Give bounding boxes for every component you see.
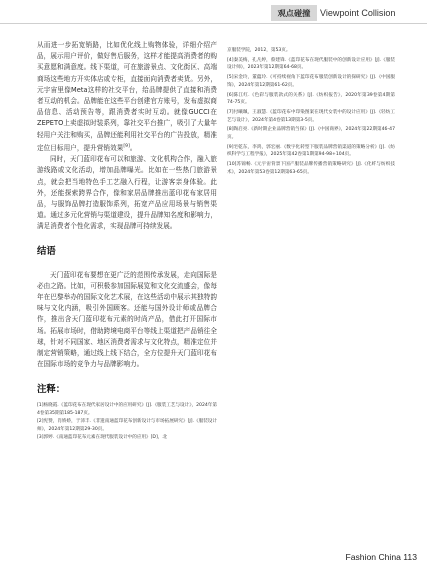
reference-item: [3]郭婷.《南通蓝印花布元素在现代服装设计中的应用》[D]，北 [37, 434, 167, 440]
reference-item: [4]秦美梅，孔凡婷，蔡建锋.《蓝印花布在现代服装中的创新设计应用》[J].《服装设计师》，2023年第12期第64-68页。 [227, 57, 395, 71]
body-paragraph: 同时，天门蓝印花布可以和旅游、文化机构合作，融入旅游线路或文化活动，增加品牌曝光。比如在一些热门旅游景点，就会把当地特色手工艺融入行程，让游客亲身体验。此外，还能探索跨界合作，像和家居品牌推出蓝印花布家居用品，与服饰品牌打造服饰系列，拓宽产品应用场景与销售渠道。通过多元化营销与渠道建设，提升品牌知名度和影响力，满足消费者个性化需求，实现品牌可持续发展。 [37, 155, 217, 231]
reference-item: [7]付曦珮，王淑慧.《蓝印花布中印染图案在现代女装中的设计应用》[J].《轻纺工艺与设计》，2024年第4卷第13期第3-5页。 [227, 109, 395, 123]
page-footer: Fashion China 113 [345, 552, 417, 562]
conclusion-paragraph: 天门蓝印花布要想在更广泛的范围传承发展，走向国际是必由之路。比如，可积极参加国际展览和文化交流盛会，像每年在巴黎举办的国际文化艺术展，在这些活动中展示其独特韵味与文化内涵，吸引外国顾客。还能与国外设计师或品牌合作，推出含天门蓝印花布元素的时尚产品，借此打开国际市场。拓展市场时，借助跨境电商平台等线上渠道把产品销往全球，针对不同国家、地区消费者需求与文化特点，精准定位并制定营销策略，通过线上线下结合，全方位提升天门蓝印花布在国际市场的竞争力与品牌影响力。 [37, 270, 217, 369]
reference-item: [1]杨晓霞.《蓝印花布在现代家居设计中的应用研究》[J].《服装工艺与设计》，2024年第4卷第35期第185-187页。 [37, 403, 217, 417]
reference-item: [5]宋金玲，董蕴玲.《可持续视角下蓝印花布服装创新设计的探研究》[J].《中国服饰》，2024年第12期第61-62页。 [227, 75, 395, 88]
right-column [227, 47, 395, 178]
reference-item: [2]宪赞，肖娇娇，于沛丰.《非遗南通蓝印花布创新设计与市场拓展研究》[J].《服装设计师》，2024年第12期第29-30页。 [37, 419, 217, 432]
header-divider [0, 23, 427, 24]
citation-marker: [9] [123, 143, 130, 149]
reference-item: [6]陈江红.《色彩与服装款式的关系》[J].《纺织报告》，2020年第39卷第4期第74-75页。 [227, 92, 395, 106]
reference-item: [10]苏锦畅.《元宇宙背景下国产服装品牌传播营销策略研究》[J].《化纤与纺织技术》，2024年第53卷第12期第63-65页。 [227, 162, 395, 175]
left-column [37, 40, 217, 442]
reference-item: [9]宅乾东，李鸿，郭宏丽.《数字化转型下服装品牌营销渠道的策略分析》[J].《纺织科学与工程学报》，2025年第42卷第1期第94-98+104页。 [227, 144, 395, 158]
section-tag-en: Viewpoint Collision [320, 8, 396, 18]
notes-heading: 注释： [37, 384, 66, 396]
conclusion-heading: 结语 [37, 245, 56, 257]
reference-item: [8]陶启亮.《新时期企业品牌营销刍探》[J].《中国商界》，2024年第22期第46-47页。 [227, 127, 395, 140]
section-tag-cn: 观点碰撞 [271, 5, 317, 21]
body-paragraph: 从而进一步拓宽销路，比如优化线上购物体验，详细介绍产品，展示用户评价，做好售后服务，这样才能提高消费者的购买意愿和满意度。线下渠道，可在旅游景点、文化街区、高端商场这些地方开实体店或专柜，直接面向消费者卖货。另外，元宇宙里像Meta这样的社交平台，给品牌提供了直接和消费者互动的机会。品牌能在这些平台创建官方账号，发布虚拟商品信息、活动预告等，跟消费者实时互动。就像GUCCI在ZEPETO上卖虚拟时装系列，靠社交平台推广，吸引了大量年轻用户关注和购买，品牌还能利用社交平台的广告投放，精准定位目标用户，提升营销效果[9]。 [37, 41, 217, 153]
reference-item: 京服装学院，2012，第53页。 [227, 48, 291, 53]
